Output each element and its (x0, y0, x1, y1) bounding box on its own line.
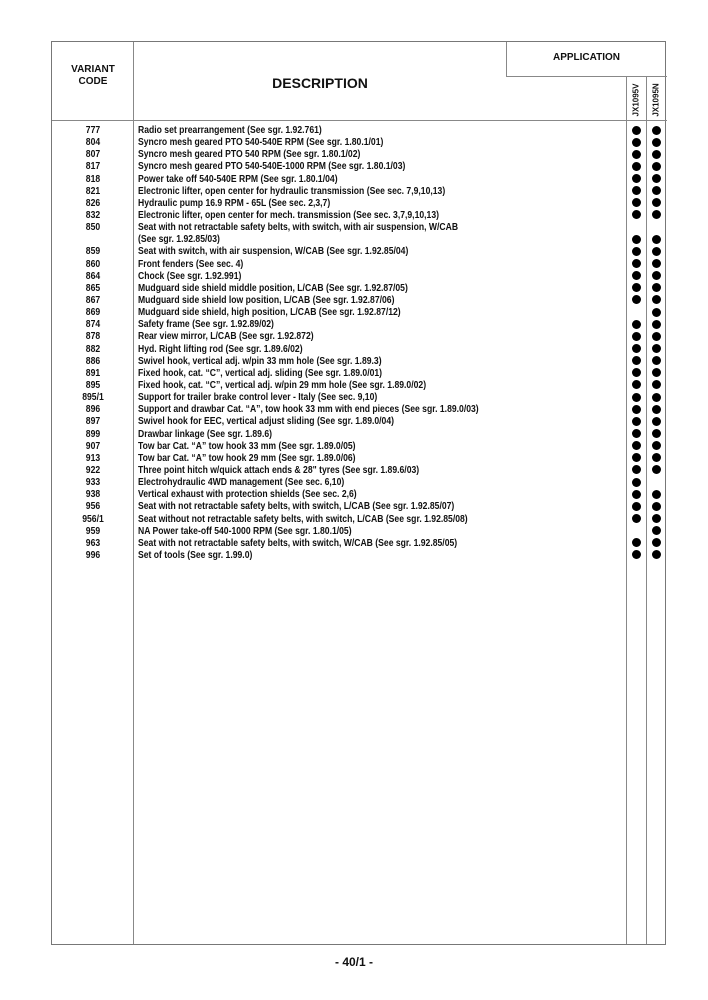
table-row (52, 318, 667, 330)
variant-code: 963 (85, 536, 101, 549)
applicable-dot-icon (632, 417, 641, 426)
variant-code: 821 (85, 184, 101, 197)
row-line (52, 525, 667, 537)
applicable-dot-icon (652, 198, 661, 207)
applicable-dot-icon (652, 210, 661, 219)
applicable-dot-icon (632, 138, 641, 147)
applicable-dot-icon (632, 405, 641, 414)
applicable-dot-icon (652, 308, 661, 317)
applicable-dot-icon (652, 465, 661, 474)
applicable-dot-icon (632, 514, 641, 523)
variant-code: 922 (85, 463, 101, 476)
row-line (52, 379, 667, 391)
row-line (52, 258, 667, 270)
variant-description: Power take off 540-540E RPM (See sgr. 1.80.1/04) (138, 172, 338, 185)
applicable-dot-icon (632, 210, 641, 219)
table-row (52, 537, 667, 549)
applicable-dot-icon (632, 259, 641, 268)
table-row (52, 270, 667, 282)
table-row (52, 306, 667, 318)
variant-description: Safety frame (See sgr. 1.92.89/02) (138, 318, 274, 331)
table-row (52, 294, 667, 306)
row-line (52, 124, 667, 136)
variant-code: 959 (85, 524, 101, 537)
variant-table (51, 41, 666, 945)
table-row (52, 464, 667, 476)
row-line (52, 160, 667, 172)
row-line (52, 318, 667, 330)
variant-description: Fixed hook, cat. “C”, vertical adj. sliding (See sgr. 1.89.0/01) (138, 366, 383, 379)
variant-description: Electrohydraulic 4WD management (See sec. 6,10) (138, 476, 345, 489)
variant-code: 874 (85, 318, 101, 331)
applicable-dot-icon (652, 441, 661, 450)
row-line (52, 343, 667, 355)
applicable-dot-icon (652, 247, 661, 256)
row-line (52, 197, 667, 209)
applicable-dot-icon (632, 490, 641, 499)
table-row (52, 124, 667, 136)
row-line (52, 282, 667, 294)
applicable-dot-icon (652, 138, 661, 147)
variant-code: 777 (85, 124, 101, 136)
applicable-dot-icon (652, 271, 661, 280)
applicable-dot-icon (632, 550, 641, 559)
row-line (52, 306, 667, 318)
applicable-dot-icon (652, 174, 661, 183)
variant-description: Mudguard side shield middle position, L/CAB (See sgr. 1.92.87/05) (138, 281, 408, 294)
variant-description: Vertical exhaust with protection shields (See sec. 2,6) (138, 488, 357, 501)
row-line (52, 500, 667, 512)
variant-description: Support for trailer brake control lever - Italy (See sec. 9,10) (138, 391, 378, 404)
header-variant-line1: VARIANT (71, 64, 115, 75)
applicable-dot-icon (652, 332, 661, 341)
table-row (52, 500, 667, 512)
applicable-dot-icon (632, 368, 641, 377)
applicable-dot-icon (632, 162, 641, 171)
row-line (52, 148, 667, 160)
row-line (52, 367, 667, 379)
applicable-dot-icon (632, 465, 641, 474)
table-row (52, 488, 667, 500)
applicable-dot-icon (632, 538, 641, 547)
table-row (52, 415, 667, 427)
variant-description: Support and drawbar Cat. “A”, tow hook 33 mm with end pieces (See sgr. 1.89.0/03) (138, 403, 479, 416)
variant-code: 897 (85, 415, 101, 428)
variant-code: 933 (85, 476, 101, 489)
variant-code: 891 (85, 366, 101, 379)
applicable-dot-icon (652, 368, 661, 377)
variant-description: Electronic lifter, open center for mech. transmission (See sec. 3,7,9,10,13) (138, 208, 440, 221)
applicable-dot-icon (632, 174, 641, 183)
applicable-dot-icon (632, 502, 641, 511)
variant-code: 896 (85, 403, 101, 416)
applicable-dot-icon (632, 186, 641, 195)
table-row (52, 209, 667, 221)
variant-description: Tow bar Cat. “A” tow hook 29 mm (See sgr. 1.89.0/06) (138, 451, 356, 464)
row-line (52, 452, 667, 464)
variant-code: 956 (85, 500, 101, 513)
applicable-dot-icon (652, 417, 661, 426)
row-line (52, 245, 667, 257)
variant-code: 895 (85, 378, 101, 391)
row-line (52, 537, 667, 549)
applicable-dot-icon (632, 126, 641, 135)
divider-application-bottom (506, 76, 667, 77)
variant-code: 832 (85, 208, 101, 221)
variant-description: Seat with not retractable safety belts, with switch, W/CAB (See sgr. 1.92.85/05) (138, 536, 458, 549)
applicable-dot-icon (652, 186, 661, 195)
header-model-jx1095v (626, 80, 646, 120)
table-row (52, 452, 667, 464)
applicable-dot-icon (632, 271, 641, 280)
applicable-dot-icon (652, 150, 661, 159)
variant-code: 818 (85, 172, 101, 185)
table-row (52, 549, 667, 561)
table-row (52, 245, 667, 257)
applicable-dot-icon (652, 295, 661, 304)
table-body (52, 124, 667, 561)
applicable-dot-icon (632, 393, 641, 402)
header-model-label: JX1095V (631, 83, 641, 117)
table-row (52, 391, 667, 403)
variant-code: 804 (85, 136, 101, 149)
variant-description: Syncro mesh geared PTO 540-540E RPM (See sgr. 1.80.1/01) (138, 136, 384, 149)
row-line (52, 185, 667, 197)
row-line (52, 513, 667, 525)
row-line (52, 488, 667, 500)
variant-description: Front fenders (See sec. 4) (138, 257, 244, 270)
applicable-dot-icon (632, 380, 641, 389)
row-line (52, 464, 667, 476)
variant-description: Chock (See sgr. 1.92.991) (138, 269, 242, 282)
variant-description: Set of tools (See sgr. 1.99.0) (138, 548, 253, 561)
row-line (52, 173, 667, 185)
variant-description: Hyd. Right lifting rod (See sgr. 1.89.6/02) (138, 342, 303, 355)
header-application: APPLICATION (552, 52, 621, 63)
variant-description: Mudguard side shield low position, L/CAB (See sgr. 1.92.87/06) (138, 293, 395, 306)
applicable-dot-icon (632, 344, 641, 353)
applicable-dot-icon (652, 320, 661, 329)
variant-code: 860 (85, 257, 101, 270)
table-row (52, 343, 667, 355)
variant-code: 878 (85, 330, 101, 343)
row-line (52, 221, 667, 233)
variant-description: Radio set prearrangement (See sgr. 1.92.761) (138, 124, 322, 136)
variant-description: Syncro mesh geared PTO 540 RPM (See sgr. 1.80.1/02) (138, 148, 361, 161)
row-line (52, 233, 667, 245)
applicable-dot-icon (632, 150, 641, 159)
variant-code: 895/1 (82, 391, 104, 404)
row-line (52, 136, 667, 148)
table-row (52, 221, 667, 245)
variant-description: Seat with not retractable safety belts, with switch, with air suspension, W/CAB (138, 221, 459, 234)
variant-code: 865 (85, 281, 101, 294)
applicable-dot-icon (632, 283, 641, 292)
applicable-dot-icon (652, 126, 661, 135)
applicable-dot-icon (632, 235, 641, 244)
header-variant-code (52, 64, 134, 88)
page-number: - 40/1 - (334, 955, 373, 969)
variant-description: Seat with switch, with air suspension, W/CAB (See sgr. 1.92.85/04) (138, 245, 409, 258)
applicable-dot-icon (652, 526, 661, 535)
applicable-dot-icon (652, 429, 661, 438)
table-row (52, 330, 667, 342)
applicable-dot-icon (652, 356, 661, 365)
table-row (52, 367, 667, 379)
variant-code: 913 (85, 451, 101, 464)
table-row (52, 258, 667, 270)
applicable-dot-icon (632, 247, 641, 256)
table-row (52, 136, 667, 148)
row-line (52, 428, 667, 440)
table-row (52, 440, 667, 452)
applicable-dot-icon (652, 514, 661, 523)
applicable-dot-icon (632, 453, 641, 462)
variant-description: Swivel hook, vertical adj. w/pin 33 mm hole (See sgr. 1.89.3) (138, 354, 382, 367)
applicable-dot-icon (632, 356, 641, 365)
header-model-jx1095n (646, 80, 666, 120)
row-line (52, 549, 667, 561)
applicable-dot-icon (652, 405, 661, 414)
applicable-dot-icon (632, 198, 641, 207)
header-description: DESCRIPTION (272, 75, 368, 91)
applicable-dot-icon (652, 259, 661, 268)
variant-code: 864 (85, 269, 101, 282)
applicable-dot-icon (652, 453, 661, 462)
variant-description: Mudguard side shield, high position, L/CAB (See sgr. 1.92.87/12) (138, 306, 401, 319)
applicable-dot-icon (632, 429, 641, 438)
table-row (52, 525, 667, 537)
variant-description: Seat with not retractable safety belts, with switch, L/CAB (See sgr. 1.92.85/07) (138, 500, 455, 513)
table-row (52, 148, 667, 160)
variant-description: Fixed hook, cat. “C”, vertical adj. w/pin 29 mm hole (See sgr. 1.89.0/02) (138, 378, 427, 391)
row-line (52, 403, 667, 415)
variant-description: Hydraulic pump 16.9 RPM - 65L (See sec. 2,3,7) (138, 196, 331, 209)
variant-code: 938 (85, 488, 101, 501)
row-line (52, 391, 667, 403)
row-line (52, 440, 667, 452)
table-row (52, 355, 667, 367)
variant-code: 859 (85, 245, 101, 258)
applicable-dot-icon (652, 380, 661, 389)
variant-code: 807 (85, 148, 101, 161)
table-row (52, 403, 667, 415)
header-variant-line2: CODE (78, 76, 108, 87)
variant-description: Drawbar linkage (See sgr. 1.89.6) (138, 427, 273, 440)
table-row (52, 185, 667, 197)
variant-code: 886 (85, 354, 101, 367)
variant-code: 817 (85, 160, 101, 173)
variant-description: Seat without not retractable safety belts, with switch, L/CAB (See sgr. 1.92.85/08) (138, 512, 468, 525)
variant-description: Syncro mesh geared PTO 540-540E-1000 RPM (See sgr. 1.80.1/03) (138, 160, 406, 173)
variant-description: Three point hitch w/quick attach ends & 28" tyres (See sgr. 1.89.6/03) (138, 463, 420, 476)
divider-header-bottom (52, 120, 667, 121)
row-line (52, 294, 667, 306)
applicable-dot-icon (652, 162, 661, 171)
variant-description: Rear view mirror, L/CAB (See sgr. 1.92.872) (138, 330, 314, 343)
applicable-dot-icon (652, 490, 661, 499)
variant-description: Electronic lifter, open center for hydraulic transmission (See sec. 7,9,10,13) (138, 184, 446, 197)
variant-code: 867 (85, 293, 101, 306)
row-line (52, 330, 667, 342)
variant-code: 850 (85, 221, 101, 234)
applicable-dot-icon (632, 441, 641, 450)
applicable-dot-icon (652, 235, 661, 244)
applicable-dot-icon (632, 295, 641, 304)
row-line (52, 270, 667, 282)
variant-code: 996 (85, 548, 101, 561)
variant-code: 907 (85, 439, 101, 452)
variant-description: (See sgr. 1.92.85/03) (138, 233, 220, 246)
applicable-dot-icon (632, 478, 641, 487)
row-line (52, 209, 667, 221)
table-row (52, 282, 667, 294)
header-model-label: JX1095N (651, 83, 661, 117)
applicable-dot-icon (652, 283, 661, 292)
table-row (52, 513, 667, 525)
variant-code: 899 (85, 427, 101, 440)
row-line (52, 476, 667, 488)
table-row (52, 197, 667, 209)
table-row (52, 160, 667, 172)
variant-description: Swivel hook for EEC, vertical adjust sliding (See sgr. 1.89.0/04) (138, 415, 395, 428)
variant-code: 826 (85, 196, 101, 209)
table-row (52, 173, 667, 185)
table-row (52, 476, 667, 488)
applicable-dot-icon (632, 320, 641, 329)
variant-description: Tow bar Cat. “A” tow hook 33 mm (See sgr. 1.89.0/05) (138, 439, 356, 452)
applicable-dot-icon (652, 344, 661, 353)
row-line (52, 415, 667, 427)
variant-code: 869 (85, 306, 101, 319)
variant-code: 882 (85, 342, 101, 355)
applicable-dot-icon (652, 550, 661, 559)
variant-code: 956/1 (82, 512, 104, 525)
applicable-dot-icon (632, 332, 641, 341)
variant-description: NA Power take-off 540-1000 RPM (See sgr. 1.80.1/05) (138, 524, 352, 537)
row-line (52, 355, 667, 367)
applicable-dot-icon (652, 393, 661, 402)
table-row (52, 428, 667, 440)
applicable-dot-icon (652, 502, 661, 511)
applicable-dot-icon (652, 538, 661, 547)
table-row (52, 379, 667, 391)
